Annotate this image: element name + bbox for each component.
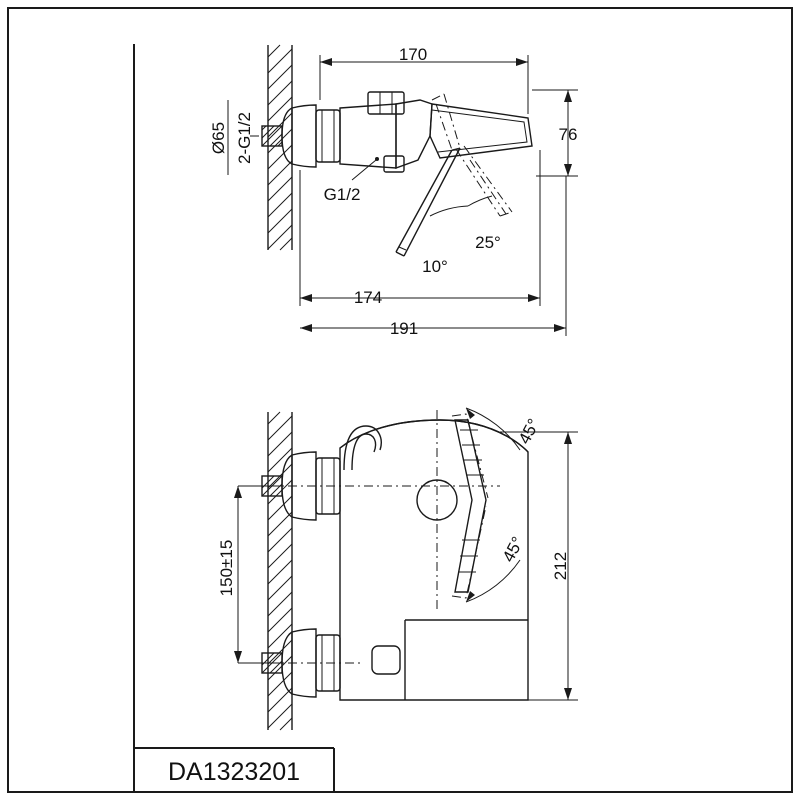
sheet-border bbox=[8, 8, 792, 792]
dim-label-diameter-65: Ø65 bbox=[209, 121, 228, 155]
angle-arcs-front bbox=[466, 408, 520, 602]
dim-label-174: 174 bbox=[353, 288, 383, 307]
angle-arcs-top bbox=[430, 196, 492, 216]
dim-label-76: 76 bbox=[558, 125, 578, 144]
wall-flange-top bbox=[262, 105, 316, 167]
dim-label-angle-10: 10° bbox=[422, 257, 448, 276]
wall-hatch-front bbox=[268, 412, 292, 730]
dim-label-170: 170 bbox=[398, 45, 428, 64]
connector-nut-top bbox=[316, 110, 340, 162]
dim-label-212: 212 bbox=[551, 551, 570, 581]
lever-front bbox=[452, 414, 488, 598]
top-view-group bbox=[228, 45, 578, 336]
leader-g12 bbox=[352, 157, 379, 180]
dim-174 bbox=[300, 150, 540, 306]
dim-150 bbox=[234, 486, 284, 663]
title-block bbox=[134, 44, 334, 792]
dim-label-thread-g12: G1/2 bbox=[323, 185, 361, 204]
spout-top bbox=[430, 104, 532, 158]
wall-hatch-top bbox=[268, 45, 292, 250]
product-code-label: DA1323201 bbox=[167, 758, 301, 786]
dim-label-150: 150±15 bbox=[217, 539, 236, 597]
hose-hook bbox=[344, 426, 381, 470]
dim-label-191: 191 bbox=[389, 319, 419, 338]
dim-label-angle-25: 25° bbox=[475, 233, 501, 252]
mixer-body-top bbox=[340, 92, 432, 172]
front-view-group bbox=[234, 408, 578, 730]
dim-label-thread-2-g12: 2-G1/2 bbox=[235, 112, 254, 164]
mixer-body-front bbox=[340, 420, 528, 700]
dim-label-angle-45-upper: 45° bbox=[514, 415, 544, 448]
dim-label-angle-45-lower: 45° bbox=[498, 533, 528, 566]
